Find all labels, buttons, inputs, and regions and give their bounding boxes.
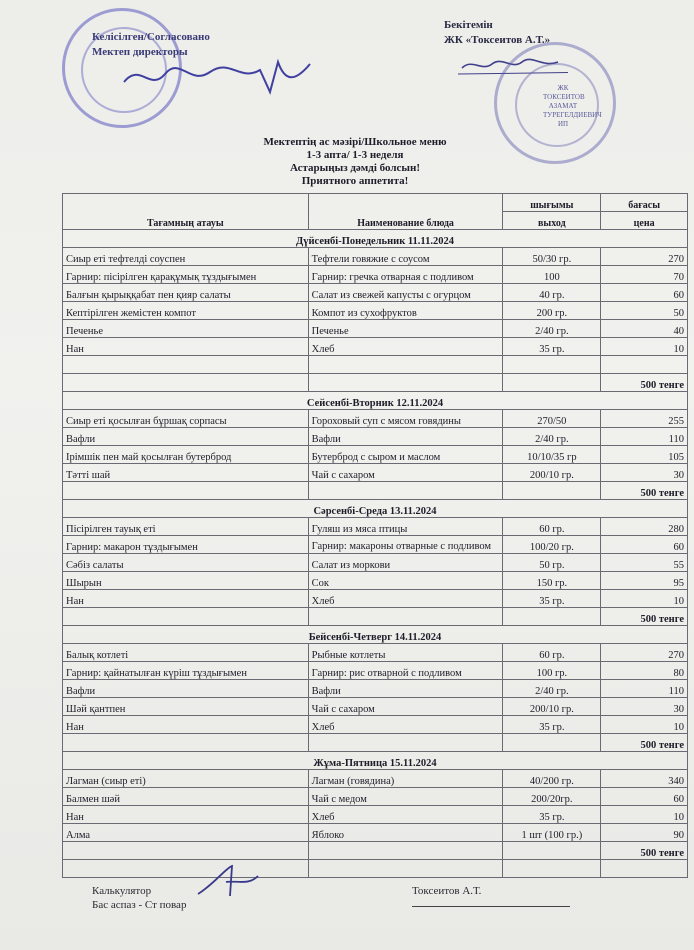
- dish-ru: Рыбные котлеты: [308, 644, 503, 662]
- dish-ru: Печенье: [308, 320, 503, 338]
- approval-right-line1: Бекітемін: [444, 19, 493, 31]
- dish-price: 70: [601, 266, 688, 284]
- day-header-row: [63, 230, 688, 248]
- dish-kz: Гарнир: макарон тұздығымен: [63, 536, 309, 554]
- dish-kz: Гарнир: қайнатылған күріш тұздығымен: [63, 662, 309, 680]
- dish-price: 105: [601, 446, 688, 464]
- dish-price: 280: [601, 518, 688, 536]
- table-row: [63, 266, 688, 284]
- dish-price: 60: [601, 788, 688, 806]
- day-total-row: [63, 482, 688, 500]
- dish-kz: Балмен шәй: [63, 788, 309, 806]
- title-line-3: Астарыңыз дәмді болсын!: [289, 162, 421, 174]
- signature-line: [412, 906, 570, 907]
- table-row: [63, 770, 688, 788]
- day-total: 500 тенге: [601, 734, 688, 752]
- day-header-row: [63, 752, 688, 770]
- dish-yield: 40 гр.: [503, 284, 601, 302]
- dish-kz: Печенье: [63, 320, 309, 338]
- chef-label: Бас аспаз - Ст повар: [92, 899, 187, 911]
- col-header-ru-name: Наименование блюда: [308, 194, 503, 230]
- dish-price: 110: [601, 428, 688, 446]
- dish-yield: 35 гр.: [503, 338, 601, 356]
- table-row: [63, 788, 688, 806]
- seal-right-text: ЖК ТОКСЕИТОВ АЗАМАТ ТУРЕГЕЛДИЕВИЧ ИП: [543, 84, 602, 128]
- dish-price: 95: [601, 572, 688, 590]
- dish-price: 110: [601, 680, 688, 698]
- col-header-yield-kz: шығымы: [503, 194, 601, 212]
- dish-kz: Тәтті шай: [63, 464, 309, 482]
- day-total-row: [63, 608, 688, 626]
- dish-yield: 200/10 гр.: [503, 464, 601, 482]
- dish-yield: 100 гр.: [503, 662, 601, 680]
- dish-yield: 2/40 гр.: [503, 428, 601, 446]
- dish-ru: Хлеб: [308, 806, 503, 824]
- table-row: [63, 662, 688, 680]
- table-row: [63, 698, 688, 716]
- dish-kz: Балық котлеті: [63, 644, 309, 662]
- dish-kz: Нан: [63, 806, 309, 824]
- dish-kz: Сәбіз салаты: [63, 554, 309, 572]
- col-header-kz-name: Тағамның атауы: [63, 194, 309, 230]
- table-row: [63, 446, 688, 464]
- dish-kz: Сиыр еті қосылған бұршақ сорпасы: [63, 410, 309, 428]
- dish-ru: Чай с сахаром: [308, 698, 503, 716]
- dish-price: 55: [601, 554, 688, 572]
- dish-ru: Яблоко: [308, 824, 503, 842]
- dish-ru: Салат из моркови: [308, 554, 503, 572]
- table-row: [63, 590, 688, 608]
- dish-ru: Тефтели говяжие с соусом: [308, 248, 503, 266]
- dish-price: 10: [601, 716, 688, 734]
- day-title: Сейсенбі-Вторник 12.11.2024: [63, 392, 688, 410]
- dish-ru: Чай с сахаром: [308, 464, 503, 482]
- day-title: Жұма-Пятница 15.11.2024: [63, 752, 688, 770]
- dish-kz: Шырын: [63, 572, 309, 590]
- day-title: Дүйсенбі-Понедельник 11.11.2024: [63, 230, 688, 248]
- dish-ru: Бутерброд с сыром и маслом: [308, 446, 503, 464]
- dish-ru: Вафли: [308, 428, 503, 446]
- dish-yield: 60 гр.: [503, 518, 601, 536]
- dish-ru: Сок: [308, 572, 503, 590]
- dish-kz: Кептірілген жемістен компот: [63, 302, 309, 320]
- dish-kz: Шәй қантпен: [63, 698, 309, 716]
- table-row: [63, 464, 688, 482]
- dish-kz: Лагман (сиыр еті): [63, 770, 309, 788]
- dish-price: 340: [601, 770, 688, 788]
- day-total-row: [63, 734, 688, 752]
- dish-ru: Салат из свежей капусты с огурцом: [308, 284, 503, 302]
- day-header-row: [63, 626, 688, 644]
- dish-kz: Гарнир: пісірілген қарақұмық тұздығымен: [63, 266, 309, 284]
- dish-yield: 1 шт (100 гр.): [503, 824, 601, 842]
- table-row: [63, 554, 688, 572]
- dish-price: 30: [601, 464, 688, 482]
- dish-kz: Нан: [63, 716, 309, 734]
- day-title: Бейсенбі-Четверг 14.11.2024: [63, 626, 688, 644]
- dish-kz: Алма: [63, 824, 309, 842]
- dish-ru: Хлеб: [308, 338, 503, 356]
- day-total-row: [63, 842, 688, 860]
- dish-ru: Гарнир: макароны отварные с подливом: [308, 536, 503, 554]
- dish-kz: Пісірілген тауық еті: [63, 518, 309, 536]
- signature-footer: [196, 862, 266, 902]
- table-row: [63, 302, 688, 320]
- day-header-row: [63, 500, 688, 518]
- dish-price: [601, 356, 688, 374]
- table-header-row-1: [63, 194, 688, 212]
- dish-price: 60: [601, 536, 688, 554]
- dish-kz: Вафли: [63, 680, 309, 698]
- dish-yield: 200/10 гр.: [503, 698, 601, 716]
- menu-table: [62, 193, 688, 878]
- table-row: [63, 410, 688, 428]
- day-total: 500 тенге: [601, 482, 688, 500]
- signature-left: [120, 52, 320, 102]
- table-row: [63, 356, 688, 374]
- dish-ru: Лагман (говядина): [308, 770, 503, 788]
- dish-ru: [308, 356, 503, 374]
- table-row: [63, 518, 688, 536]
- calculator-label: Калькулятор: [92, 885, 152, 897]
- title-line-1: Мектептің ас мәзірі/Школьное меню: [263, 136, 447, 148]
- dish-kz: Сиыр еті тефтелді соуспен: [63, 248, 309, 266]
- dish-ru: Компот из сухофруктов: [308, 302, 503, 320]
- table-row: [63, 716, 688, 734]
- dish-ru: Хлеб: [308, 716, 503, 734]
- table-row: [63, 320, 688, 338]
- table-row: [63, 338, 688, 356]
- dish-kz: Нан: [63, 590, 309, 608]
- dish-yield: 100: [503, 266, 601, 284]
- dish-ru: Вафли: [308, 680, 503, 698]
- dish-price: 40: [601, 320, 688, 338]
- dish-price: 10: [601, 590, 688, 608]
- day-total: 500 тенге: [601, 374, 688, 392]
- dish-ru: Гороховый суп с мясом говядины: [308, 410, 503, 428]
- dish-price: 90: [601, 824, 688, 842]
- dish-ru: Хлеб: [308, 590, 503, 608]
- approval-right: [444, 18, 550, 48]
- dish-price: 255: [601, 410, 688, 428]
- col-header-yield-ru: выход: [503, 212, 601, 230]
- table-row: [63, 824, 688, 842]
- dish-price: 10: [601, 806, 688, 824]
- dish-ru: Гарнир: гречка отварная с подливом: [308, 266, 503, 284]
- dish-kz: [63, 356, 309, 374]
- dish-price: 50: [601, 302, 688, 320]
- dish-yield: 35 гр.: [503, 716, 601, 734]
- table-row: [63, 428, 688, 446]
- footer-left: [92, 884, 186, 912]
- table-row: [63, 248, 688, 266]
- day-total: 500 тенге: [601, 608, 688, 626]
- col-header-price-ru: цена: [601, 212, 688, 230]
- day-title: Сәрсенбі-Среда 13.11.2024: [63, 500, 688, 518]
- day-header-row: [63, 392, 688, 410]
- table-row: [63, 572, 688, 590]
- dish-price: 270: [601, 248, 688, 266]
- dish-yield: 50 гр.: [503, 554, 601, 572]
- dish-yield: 50/30 гр.: [503, 248, 601, 266]
- dish-yield: 2/40 гр.: [503, 320, 601, 338]
- dish-price: 60: [601, 284, 688, 302]
- dish-price: 10: [601, 338, 688, 356]
- title-line-2: 1-3 апта/ 1-3 неделя: [306, 149, 404, 161]
- dish-yield: 200 гр.: [503, 302, 601, 320]
- table-row: [63, 644, 688, 662]
- approval-right-line2: ЖК «Токсеитов А.Т.»: [444, 34, 551, 46]
- table-row: [63, 806, 688, 824]
- day-total-row: [63, 374, 688, 392]
- dish-price: 30: [601, 698, 688, 716]
- dish-yield: 270/50: [503, 410, 601, 428]
- day-total: 500 тенге: [601, 842, 688, 860]
- menu-title: [230, 136, 480, 188]
- approval-left-line2: Мектеп директоры: [92, 46, 188, 58]
- dish-yield: 2/40 гр.: [503, 680, 601, 698]
- dish-yield: 60 гр.: [503, 644, 601, 662]
- dish-kz: Вафли: [63, 428, 309, 446]
- dish-yield: [503, 356, 601, 374]
- dish-kz: Ірімшік пен май қосылған бутерброд: [63, 446, 309, 464]
- dish-ru: Гуляш из мяса птицы: [308, 518, 503, 536]
- dish-price: 270: [601, 644, 688, 662]
- dish-kz: Балғын қырыққабат пен қияр салаты: [63, 284, 309, 302]
- dish-kz: Нан: [63, 338, 309, 356]
- table-row: [63, 284, 688, 302]
- empty-row: [63, 860, 688, 878]
- table-row: [63, 680, 688, 698]
- col-header-price-kz: бағасы: [601, 194, 688, 212]
- dish-yield: 35 гр.: [503, 806, 601, 824]
- dish-yield: 200/20гр.: [503, 788, 601, 806]
- dish-yield: 40/200 гр.: [503, 770, 601, 788]
- dish-yield: 150 гр.: [503, 572, 601, 590]
- dish-ru: Гарнир: рис отварной с подливом: [308, 662, 503, 680]
- table-row: [63, 536, 688, 554]
- footer-right-name: Токсеитов А.Т.: [412, 885, 482, 897]
- dish-price: 80: [601, 662, 688, 680]
- dish-ru: Чай с медом: [308, 788, 503, 806]
- title-line-4: Приятного аппетита!: [301, 175, 409, 187]
- dish-yield: 10/10/35 гр: [503, 446, 601, 464]
- approval-left-line1: Келісілген/Согласовано: [92, 31, 210, 43]
- dish-yield: 100/20 гр.: [503, 536, 601, 554]
- dish-yield: 35 гр.: [503, 590, 601, 608]
